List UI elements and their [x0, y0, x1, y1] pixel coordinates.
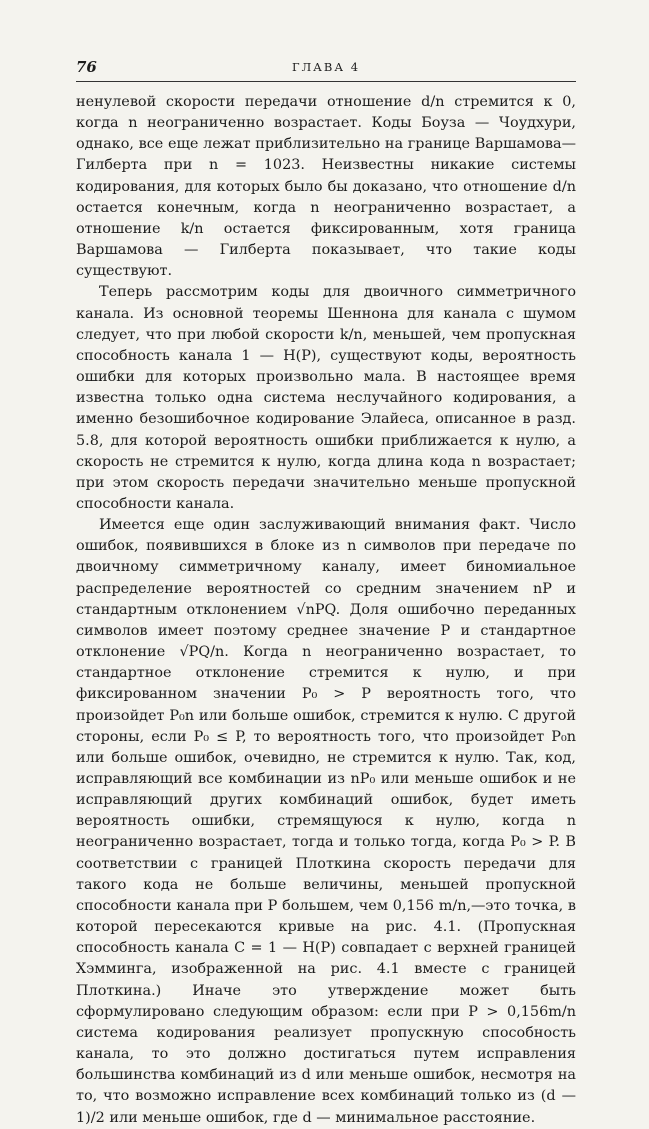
header-rule [76, 81, 576, 82]
body-text [76, 92, 576, 1129]
page-number: 76 [76, 58, 97, 76]
page-header [76, 58, 576, 80]
paragraph-3: Имеется еще один заслуживающий внимания факт. Число ошибок, появившихся в блоке из n символов при передаче по двоичному симметричному каналу, имеет биномиальное распределение вероятностей со средним значением nP и стандартным отклонением √nPQ. Доля ошибочно переданных символов имеет поэтому среднее значение P и стандартное отклонение √PQ/n. Когда n неограниченно возрастает, то стандартное отклонение стремится к нулю, и при фиксированном значении P₀ > P вероятность того, что произойдет P₀n или больше ошибок, стремится к нулю. С другой стороны, если P₀ ≤ P, то вероятность того, что произойдет P₀n или больше ошибок, очевидно, не стремится к нулю. Так, код, исправляющий все комбинации из nP₀ или меньше ошибок и не исправляющий других комбинаций ошибок, будет иметь вероятность ошибки, стремящуюся к нулю, когда n неограниченно возрастает, тогда и только тогда, когда P₀ > P. В соответствии с границей Плоткина скорость передачи для такого кода не больше величины, меньшей пропускной способности канала при P большем, чем 0,156 m/n,—это точка, в которой пересекаются кривые на рис. 4.1. (Пропускная способность канала C = 1 — H(P) совпадает с верхней границей Хэмминга, изображенной на рис. 4.1 вместе с границей Плоткина.) Иначе это утверждение может быть сформулировано следующим образом: если при P > 0,156m/n система кодирования реализует пропускную способность канала, то это должно достигаться путем исправления большинства комбинаций из d или меньше ошибок, несмотря на то, что возможно исправление всех комбинаций только из (d — 1)/2 или меньше ошибок, где d — минимальное расстояние. [76, 517, 576, 1126]
running-title: ГЛАВА 4 [291, 60, 361, 74]
paragraph-1: ненулевой скорости передачи отношение d/n стремится к 0, когда n неограниченно возрастает. Коды Боуза — Чоудхури, однако, все еще лежат приблизительно на границе Варшамова—Гилберта при n = 1023. Неизвестны никакие системы кодирования, для которых было бы доказано, что отношение d/n остается конечным, когда n неограниченно возрастает, а отношение k/n остается фиксированным, хотя граница Варшамова — Гилберта показывает, что такие коды существуют. [76, 94, 576, 280]
paragraph-2: Теперь рассмотрим коды для двоичного симметричного канала. Из основной теоремы Шеннона для канала с шумом следует, что при любой скорости k/n, меньшей, чем пропускная способность канала 1 — H(P), существуют коды, вероятность ошибки для которых произвольно мала. В настоящее время известна только одна система неслучайного кодирования, а именно безошибочное кодирование Элайеса, описанное в разд. 5.8, для которой вероятность ошибки приближается к нулю, а скорость не стремится к нулю, когда длина кода n возрастает; при этом скорость передачи значительно меньше пропускной способности канала. [76, 284, 576, 512]
